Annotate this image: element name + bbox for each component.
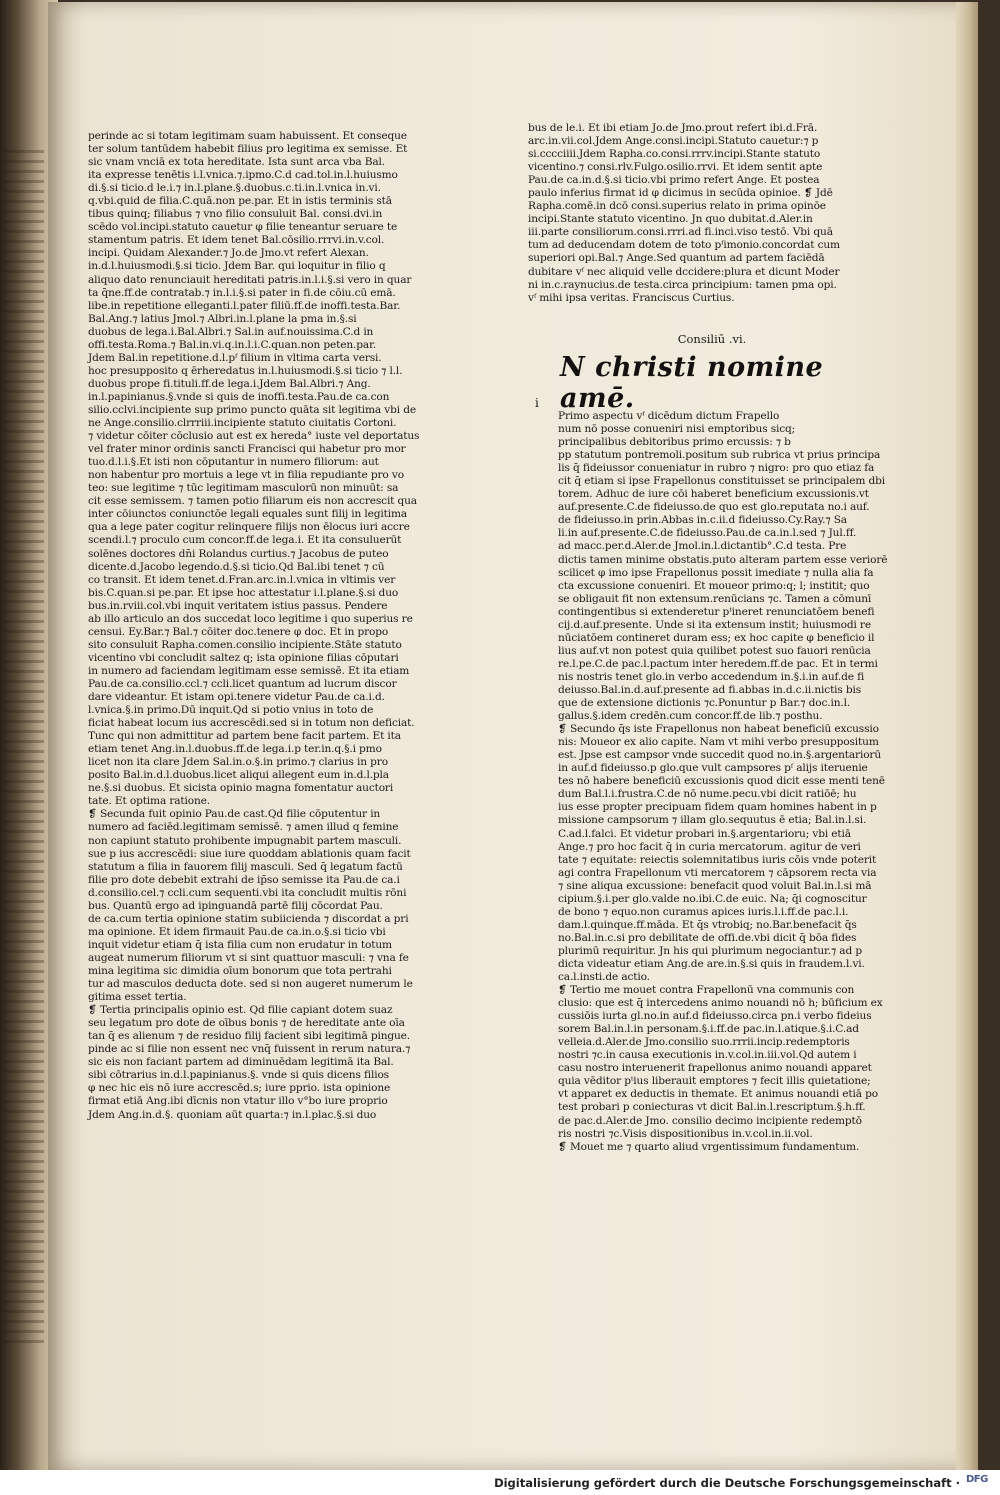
text-line: d.consilio.cel.⁊ ccli.cum sequenti.vbi ita concludit multis rōni bbox=[88, 886, 407, 899]
consilium-title: N christi nomine amē. bbox=[560, 352, 824, 414]
text-line: sorem Bal.in.l.in personam.§.i.ff.de pac.in.l.atique.§.i.C.ad bbox=[558, 1023, 859, 1036]
text-line: in numero ad faciendam legitimam esse semissē. Et ita etiam bbox=[88, 664, 410, 677]
text-line: missione campsorum ⁊ illam glo.sequutus ē etia; Bal.in.l.si. bbox=[558, 814, 867, 827]
text-line: scilicet φ imo ipse Frapellonus possit imediate ⁊ nulla alia fa bbox=[558, 566, 874, 579]
text-line: sic eis non faciant partem ad diminuēdam legitimā ita Bal. bbox=[88, 1056, 394, 1069]
text-line: de bono ⁊ equo.non curamus apices iuris.l.i.ff.de pac.l.i. bbox=[558, 905, 849, 918]
text-line: libe.in repetitione elleganti.l.pater filiū.ff.de inoffi.testa.Bar. bbox=[88, 299, 401, 312]
text-line: casu nostro interuenerit frapellonus animo nouandi apparet bbox=[558, 1062, 872, 1075]
text-line: numero ad faciēd.legitimam semissē. ⁊ amen illud q femine bbox=[88, 821, 399, 834]
text-line: vt apparet ex deductis in themate. Et animus nouandi etiā po bbox=[558, 1088, 878, 1101]
text-line: ab illo articulo an dos succedat loco legitime i quo superius re bbox=[88, 612, 413, 625]
text-line: dare videantur. Et istam opi.tenere videtur Pau.de ca.i.d. bbox=[88, 691, 385, 704]
text-line: de pac.d.Aler.de Jmo. consilio decimo incipiente redemptō bbox=[558, 1114, 862, 1127]
text-line: nūciatōem contineret duram ess; ex hoc capite φ beneficio il bbox=[558, 631, 875, 644]
text-line: lius auf.vt non potest quia quilibet potest suo fauori renūcia bbox=[558, 644, 871, 657]
text-line: bus.in.rviii.col.vbi inquit veritatem istius passus. Pendere bbox=[88, 599, 388, 612]
text-line: aliquo dato renunciauit hereditati patris.in.l.i.§.si vero in quar bbox=[88, 273, 412, 286]
dfg-logo: DFG bbox=[966, 1474, 988, 1485]
text-line: ❡ Tertia principalis opinio est. Qd filie capiant dotem suaz bbox=[88, 1004, 393, 1017]
facing-page-text-edge bbox=[4, 150, 44, 1350]
text-line: ❡ Secundo q̄s iste Frapellonus non habeat beneficiū excussio bbox=[558, 723, 879, 736]
text-line: C.ad.l.falci. Et videtur probari in.§.argentarioru; vbi etiā bbox=[558, 827, 851, 840]
text-line: tate. Et optima ratione. bbox=[88, 795, 210, 808]
text-line: ter solum tantūdem habebit filius pro legitima ex semisse. Et bbox=[88, 143, 408, 156]
text-line: contingentibus si extenderetur pᵗineret renunciatōem benefi bbox=[558, 605, 875, 618]
text-line: dam.l.quinque.ff.māda. Et q̄s vtrobiq; no.Bar.benefacit q̄s bbox=[558, 918, 857, 931]
text-line: si.cccciiii.Jdem Rapha.co.consi.rrrv.incipi.Stante statuto bbox=[528, 148, 821, 161]
text-line: seu legatum pro dote de oībus bonis ⁊ de hereditate ante oīa bbox=[88, 1017, 405, 1030]
text-line: inquit videtur etiam q̄ ista filia cum non erudatur in totum bbox=[88, 938, 392, 951]
text-line: perinde ac si totam legitimam suam habuissent. Et conseque bbox=[88, 130, 407, 142]
funding-notice: Digitalisierung gefördert durch die Deutsche Forschungsgemeinschaft · bbox=[494, 1476, 960, 1490]
text-line: tibus quinq; filiabus ⁊ vno filio consuluit Bal. consi.dvi.in bbox=[88, 208, 383, 221]
text-line: paulo inferius firmat id φ dicimus in secūda opinioe. ❡ Jdē bbox=[528, 187, 833, 200]
text-line: tes nō habere beneficiū excussionis quod dicit esse menti tenē bbox=[558, 775, 885, 788]
text-line: bus de le.i. Et ibi etiam Jo.de Jmo.prout refert ibi.d.Frā. bbox=[528, 122, 818, 134]
text-line: l.vnica.§.in primo.Dū inquit.Qd si potio vnius in toto de bbox=[88, 704, 374, 717]
text-line: cij.d.auf.presente. Unde si ita extensum instit; huiusmodi re bbox=[558, 618, 871, 631]
text-line: lis q̄ fideiussor conueniatur in rubro ⁊ nigro: pro quo etiaz fa bbox=[558, 462, 875, 475]
right-top-text-column bbox=[528, 122, 844, 330]
text-line: etiam tenet Ang.in.l.duobus.ff.de lega.i.p ter.in.q.§.i pmo bbox=[88, 743, 382, 756]
text-line: no.Bal.in.c.si pro debilitate de offi.de.vbi dicit q̄ bōa fides bbox=[558, 931, 857, 944]
text-line: agi contra Frapellonum vti mercatorem ⁊ cāpsorem recta via bbox=[558, 866, 877, 879]
text-line: vᶠ mihi ipsa veritas. Franciscus Curtius. bbox=[528, 291, 735, 304]
text-line: ad macc.per.d.Aler.de Jmol.in.l.dictantib°.C.d testa. Pre bbox=[558, 540, 847, 553]
text-line: vicentino vbi concludit saltez q; ista opinione filias cōputari bbox=[88, 651, 399, 664]
text-line: dicta videatur etiam Ang.de are.in.§.si quis in fraudem.l.vi. bbox=[558, 957, 865, 970]
page-edge bbox=[956, 2, 978, 1470]
text-line: ca.l.insti.de actio. bbox=[558, 971, 650, 984]
text-line: stamentum patris. Et idem tenet Bal.cōsilio.rrrvi.in.v.col. bbox=[88, 234, 385, 247]
text-line: co transit. Et idem tenet.d.Fran.arc.in.l.vnica in vltimis ver bbox=[88, 573, 396, 586]
text-line: test probari p coniecturas vt dicit Bal.in.l.rescriptum.§.h.ff. bbox=[558, 1101, 866, 1114]
text-line: mina legitima sic dimidia oīum bonorum que tota pertrahi bbox=[88, 965, 392, 977]
text-line: in.d.l.huiusmodi.§.si ticio. Jdem Bar. qui loquitur in filio q bbox=[88, 260, 386, 273]
text-line: Pau.de ca.consilio.ccl.⁊ ccli.licet quantum ad lucrum discor bbox=[88, 677, 397, 690]
text-line: duobus de lega.i.Bal.Albri.⁊ Sal.in auf.nouissima.C.d in bbox=[88, 325, 374, 338]
text-line: censui. Ey.Bar.⁊ Bal.⁊ cōiter doc.tenere φ doc. Et in propo bbox=[88, 625, 389, 638]
text-line: non habentur pro mortuis a lege vt in filia repudiante pro vo bbox=[88, 469, 404, 482]
text-line: num nō posse conueniri nisi emptoribus sicq; bbox=[558, 423, 796, 436]
text-line: auf.presente.C.de fideiusso.de quo est glo.reputata no.i auf. bbox=[558, 501, 870, 514]
text-line: cit q̄ etiam si ipse Frapellonus constituisset se principalem dbi bbox=[558, 475, 885, 488]
text-line: dicente.d.Jacobo legendo.d.§.si ticio.Qd Bal.ibi tenet ⁊ cū bbox=[88, 560, 385, 573]
marginal-number: i bbox=[535, 396, 539, 410]
text-line: Jdem Ang.in.d.§. quoniam aūt quarta:⁊ in.l.plac.§.si duo bbox=[88, 1108, 377, 1121]
text-line: tan q̄ es alienum ⁊ de residuo filij facient sibi legitimā pingue. bbox=[88, 1030, 411, 1043]
text-line: ❡ Secunda fuit opinio Pau.de cast.Qd filie cōputentur in bbox=[88, 808, 381, 821]
text-line: dum Bal.l.i.frustra.C.de nō nume.pecu.vbi dicit ratiōē; hu bbox=[558, 788, 857, 801]
text-line: qua a lege pater cogitur relinquere filijs non ēlocus iuri accre bbox=[88, 521, 410, 534]
text-line: Tunc qui non admittitur ad partem bene facit partem. Et ita bbox=[88, 730, 401, 743]
text-line: tur ad masculos deducta dote. sed si non augeret numerum le bbox=[88, 978, 413, 991]
text-line: tuo.d.l.i.§.Et isti non cōputantur in numero filiorum: aut bbox=[88, 456, 379, 469]
text-line: duobus prope fi.tituli.ff.de lega.i.Jdem Bal.Albri.⁊ Ang. bbox=[88, 377, 371, 390]
text-line: nis nostris tenet glo.in verbo accedendum in.§.i.in auf.de fi bbox=[558, 670, 865, 683]
text-line: sito consuluit Rapha.comen.consilio incipiente.Stāte statuto bbox=[88, 638, 402, 651]
text-line: non capiunt statuto prohibente impugnabit partem masculi. bbox=[88, 834, 402, 847]
text-line: iii.parte consiliorum.consi.rrri.ad fi.inci.viso testō. Vbi quā bbox=[528, 226, 833, 239]
text-line: est. Jpse est campsor vnde succedit quod no.in.§.argentariorū bbox=[558, 749, 882, 762]
consilium-heading: Consiliū .vi. bbox=[677, 332, 747, 346]
text-line: que de extensione dictionis ⁊c.Ponuntur p Bar.⁊ doc.in.l. bbox=[558, 697, 851, 710]
text-line: incipi.Stante statuto vicentino. Jn quo dubitat.d.Aler.in bbox=[528, 213, 813, 226]
text-line: ficiat habeat locum ius accrescēdi.sed si in totum non deficiat. bbox=[88, 717, 415, 730]
text-line: cussiōis iurta gl.no.in auf.d fideiusso.circa pn.i verbo fideius bbox=[558, 1010, 872, 1023]
text-line: silio.cclvi.incipiente sup primo puncto quāta sit legitima vbi de bbox=[88, 403, 416, 416]
text-line: tate ⁊ equitate: reiectis solemnitatibus iuris cōis vnde poterit bbox=[558, 853, 877, 866]
text-line: sue p ius accrescēdi: siue iure quoddam ablationis quam facit bbox=[88, 847, 411, 860]
text-line: gallus.§.idem credēn.cum concor.ff.de lib.⁊ posthu. bbox=[558, 710, 823, 723]
text-line: pp statutum pontremoli.positum sub rubrica vt prius principa bbox=[558, 449, 881, 462]
text-line: bus. Quantū ergo ad ipinguandā partē filij cōcordat Pau. bbox=[88, 899, 383, 912]
text-line: teo: sue legitime ⁊ tūc legitimam masculorū non minuūt: sa bbox=[88, 482, 399, 495]
text-line: ❡ Mouet me ⁊ quarto aliud vrgentissimum fundamentum. bbox=[558, 1140, 860, 1153]
text-line: ris nostri ⁊c.Visis dispositionibus in.v.col.in.ii.vol. bbox=[558, 1127, 813, 1140]
text-line: scēdo vol.incipi.statuto cauetur φ filie teneantur seruare te bbox=[88, 221, 398, 234]
text-line: nostri ⁊c.in causa executionis in.v.col.in.iii.vol.Qd autem i bbox=[558, 1049, 857, 1062]
text-line: in auf.d fideiusso.p glo.que vult campsores pᶠ alijs iteruenie bbox=[558, 762, 868, 775]
text-line: posito Bal.in.d.l.duobus.licet aliqui allegent eum in.d.l.pla bbox=[88, 769, 389, 782]
text-line: cipium.§.i.per glo.valde no.ibi.C.de euic. Na; q̄i cognoscitur bbox=[558, 892, 867, 905]
text-line: superiori opi.Bal.⁊ Ange.Sed quantum ad partem faciēdā bbox=[528, 252, 825, 265]
text-line: re.l.pe.C.de pac.l.pactum inter heredem.ff.de pac. Et in termi bbox=[558, 657, 878, 670]
text-line: licet non ita clare Jdem Sal.in.o.§.in primo.⁊ clarius in pro bbox=[88, 756, 388, 769]
right-body-text-column bbox=[558, 410, 888, 1230]
text-line: hoc presupposito q ērheredatus in.l.huiusmodi.§.si ticio ⁊ l.l. bbox=[88, 364, 403, 377]
text-line: ita expresse tenētis i.l.vnica.⁊.ipmo.C.d cad.tol.in.l.huiusmo bbox=[88, 169, 398, 182]
text-line: ne Ange.consilio.clrrriii.incipiente statuto ciuitatis Cortoni. bbox=[88, 417, 397, 430]
text-line: de fideiusso.in prin.Abbas in.c.ii.d fideiusso.Cy.Ray.⁊ Sa bbox=[558, 514, 847, 527]
text-line: incipi. Quidam Alexander.⁊ Jo.de Jmo.vt refert Alexan. bbox=[88, 247, 369, 260]
text-line: sic vnam vnciā ex tota hereditate. Ista sunt arca vba Bal. bbox=[88, 156, 385, 169]
text-line: torem. Adhuc de iure cōi haberet beneficium excussionis.vt bbox=[558, 488, 869, 501]
text-line: de ca.cum tertia opinione statim subiicienda ⁊ discordat a pri bbox=[88, 912, 409, 925]
text-line: Pau.de ca.in.d.§.si ticio.vbi primo refert Ange. Et postea bbox=[528, 174, 820, 187]
text-line: arc.in.vii.col.Jdem Ange.consi.incipi.Statuto cauetur:⁊ p bbox=[528, 135, 819, 148]
text-line: quia vēditor pᵗius liberauit emptores ⁊ fecit illis quietatione; bbox=[558, 1075, 871, 1088]
text-line: ta q̄ne.ff.de contratab.⁊ in.l.i.§.si pater in fi.de cōiu.cū emā. bbox=[88, 286, 396, 299]
text-line: ⁊ sine aliqua excussione: benefacit quod voluit Bal.in.l.si mā bbox=[558, 879, 872, 892]
text-line: Jdem Bal.in repetitione.d.l.pᶠ filium in vltima carta versi. bbox=[88, 351, 382, 364]
text-line: di.§.si ticio.d le.i.⁊ in.l.plane.§.duobus.c.ti.in.l.vnica in.vi. bbox=[88, 182, 381, 195]
text-line: bis.C.quan.si pe.par. Et ipse hoc attestatur i.l.plane.§.si duo bbox=[88, 586, 399, 599]
text-line: q.vbi.quid de filia.C.quā.non pe.par. Et in istis terminis stā bbox=[88, 195, 392, 208]
text-line: gitima esset tertia. bbox=[88, 991, 187, 1004]
text-line: cit esse semissem. ⁊ tamen potio filiarum eis non accrescit qua bbox=[88, 495, 417, 508]
text-line: sibi cōtrarius in.d.l.papinianus.§. vnde si quis dicens filios bbox=[88, 1069, 389, 1082]
text-line: vel frater minor ordinis sancti Francisci qui habetur pro mor bbox=[88, 443, 406, 456]
text-line: statutum a filia in fauorem filij masculi. Sed q̄ legatum factū bbox=[88, 860, 403, 873]
text-line: velleia.d.Aler.de Jmo.consilio suo.rrrii.incip.redemptoris bbox=[558, 1036, 850, 1049]
text-line: ius esse propter precipuam fidem quam homines habent in p bbox=[558, 801, 877, 814]
text-line: se obligauit fit non extensum.renūcians ⁊c. Tamen a cōmunī bbox=[558, 592, 872, 605]
text-line: plurimū requiritur. Jn his qui plurimum negociantur.⁊ ad p bbox=[558, 944, 862, 957]
text-line: cta excussione conueniri. Et moueor primo:q; l; institit; quo bbox=[558, 579, 870, 592]
text-line: ni in.c.raynucius.de testa.circa principium: tamen pma opi. bbox=[528, 278, 837, 291]
text-line: clusio: que est q̄ intercedens animo nouandi nō h; būficium ex bbox=[558, 997, 883, 1010]
text-line: Rapha.comē.in dcō consi.superius relato in prima opinōe bbox=[528, 200, 826, 213]
text-line: filie pro dote debebit extrahi de ip̄so semisse ita Pau.de ca.i bbox=[88, 873, 400, 886]
text-line: dubitare vᶠ nec aliquid velle dccidere:plura et dicunt Moder bbox=[528, 265, 840, 278]
text-line: ne.§.si duobus. Et sicista opinio magna fomentatur auctori bbox=[88, 782, 394, 795]
text-line: li.in auf.presente.C.de fideiusso.Pau.de ca.in.l.sed ⁊ Jul.ff. bbox=[558, 527, 857, 540]
text-line: pinde ac si filie non essent nec vnq̄ fuissent in rerum natura.⁊ bbox=[88, 1043, 411, 1056]
text-line: solēnes doctores dn̄i Rolandus curtius.⁊ Jacobus de puteo bbox=[88, 547, 389, 560]
text-line: Primo aspectu vᶠ dicēdum dictum Frapello bbox=[558, 410, 780, 422]
text-line: scendi.l.⁊ proculo cum concor.ff.de lega.i. Et ita consuluerūt bbox=[88, 534, 402, 547]
text-line: deiusso.Bal.in.d.auf.presente ad fi.abbas in.d.c.ii.nictis bis bbox=[558, 683, 862, 696]
text-line: principalibus debitoribus primo ercussis: ⁊ b bbox=[558, 436, 791, 449]
text-line: inter cōiunctos coniunctōe legali equales sunt filij in legitima bbox=[88, 508, 408, 521]
text-line: nis: Moueor ex alio capite. Nam vt mihi verbo presuppositum bbox=[558, 736, 879, 749]
text-line: offi.testa.Roma.⁊ Bal.in.vi.q.in.l.i.C.quan.non peten.par. bbox=[88, 338, 377, 351]
text-line: augeat numerum filiorum vt si sint quattuor masculi: ⁊ vna fe bbox=[88, 951, 409, 964]
text-line: Ange.⁊ pro hoc facit q̄ in curia mercatorum. agitur de veri bbox=[558, 840, 861, 853]
text-line: firmat etiā Ang.ibi dīcnis non vtatur illo v°bo iure proprio bbox=[88, 1095, 388, 1108]
text-line: φ nec hic eis nō iure accrescēd.s; iure pprio. ista opinione bbox=[88, 1082, 391, 1095]
text-line: vicentino.⁊ consi.rlv.Fulgo.osilio.rrvi. Et idem sentit apte bbox=[528, 161, 823, 174]
text-line: ❡ Tertio me mouet contra Frapellonū vna communis con bbox=[558, 984, 855, 997]
text-line: Bal.Ang.⁊ latius Jmol.⁊ Albri.in.l.plane la pma in.§.si bbox=[88, 312, 357, 325]
text-line: ma opinione. Et idem firmauit Pau.de ca.in.o.§.si ticio vbi bbox=[88, 925, 386, 938]
text-line: tum ad deducendam dotem de toto pᶠimonio.concordat cum bbox=[528, 239, 840, 252]
text-line: ⁊ videtur cōiter cōclusio aut est ex hereda° iuste vel deportatus bbox=[88, 430, 420, 443]
left-text-column bbox=[88, 130, 420, 1260]
text-line: in.l.papinianus.§.vnde si quis de inoffi.testa.Pau.de ca.con bbox=[88, 390, 390, 403]
text-line: dictis tamen minime obstatis.puto alteram partem esse veriorē bbox=[558, 553, 888, 566]
